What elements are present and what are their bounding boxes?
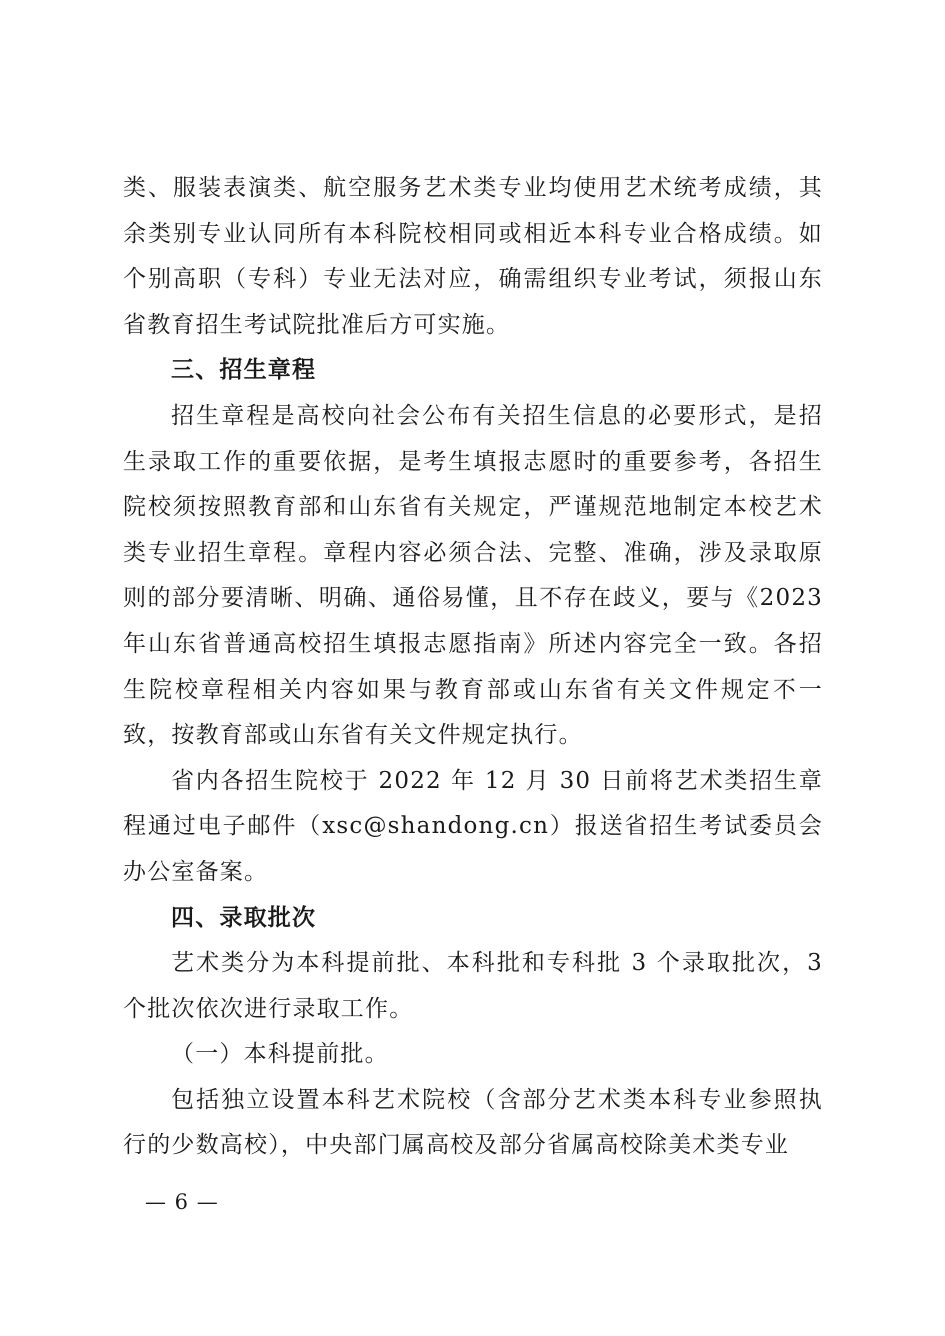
- page-number: — 6 —: [145, 1190, 219, 1214]
- paragraph-charter-filing: 省内各招生院校于 2022 年 12 月 30 日前将艺术类招生章程通过电子邮件（xsc@shandong.cn）报送省招生考试委员会办公室备案。: [123, 767, 823, 885]
- paragraph-continued-exam-scores: 类、服装表演类、航空服务艺术类专业均使用艺术统考成绩，其余类别专业认同所有本科院校相同或相近本科专业合格成绩。如个别高职（专科）专业无法对应，确需组织专业考试，须报山东省教育招生考试院批准后方可实施。: [123, 175, 823, 338]
- section-heading-admission-batches: 四、录取批次: [171, 904, 317, 931]
- document-body: [123, 166, 823, 1169]
- paragraph-batches-overview: 艺术类分为本科提前批、本科批和专科批 3 个录取批次，3 个批次依次进行录取工作。: [123, 950, 823, 1022]
- subheading-undergraduate-early-batch: （一）本科提前批。: [171, 1041, 389, 1068]
- section-heading-admission-charter: 三、招生章程: [171, 357, 317, 384]
- paragraph-admission-charter: 招生章程是高校向社会公布有关招生信息的必要形式，是招生录取工作的重要依据，是考生填报志愿时的重要参考，各招生院校须按照教育部和山东省有关规定，严谨规范地制定本校艺术类专业招生章程。章程内容必须合法、完整、准确，涉及录取原则的部分要清晰、明确、通俗易懂，且不存在歧义，要与《2023年山东省普通高校招生填报志愿指南》所述内容完全一致。各招生院校章程相关内容如果与教育部或山东省有关文件规定不一致，按教育部或山东省有关文件规定执行。: [123, 402, 823, 749]
- paragraph-early-batch-scope: 包括独立设置本科艺术院校（含部分艺术类本科专业参照执行的少数高校），中央部门属高校及部分省属高校除美术类专业: [123, 1086, 823, 1159]
